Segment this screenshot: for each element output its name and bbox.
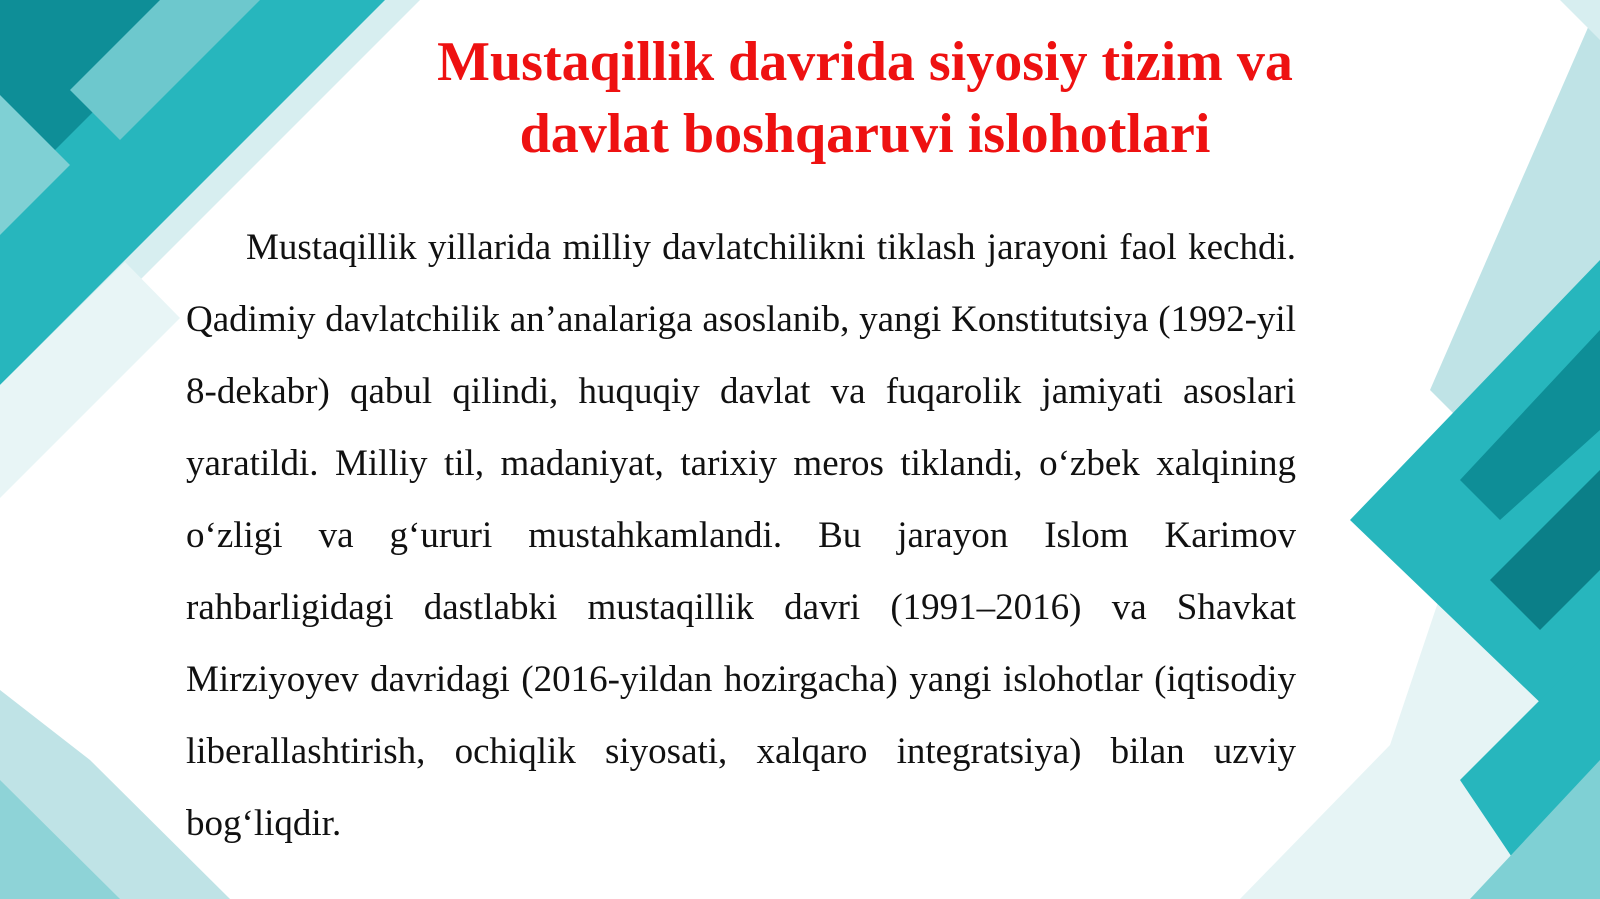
title-line-1: Mustaqillik davrida siyosiy tizim va	[437, 31, 1293, 93]
body-paragraph: Mustaqillik yillarida milliy davlatchilikni tiklash jarayoni faol kechdi. Qadimiy davlatchilik an’analariga asoslanib, yangi Konstitutsiya (1992-yil 8-dekabr) qabul qilindi, huquqiy davlat va fuqarolik jamiyati asoslari yaratildi. Milliy til, madaniyat, tarixiy meros tiklandi, o‘zbek xalqining o‘zligi va g‘ururi mustahkamlandi. Bu jarayon Islom Karimov rahbarligidagi dastlabki mustaqillik davri (1991–2016) va Shavkat Mirziyoyev davridagi (2016-yildan hozirgacha) yangi islohotlar (iqtisodiy liberallashtirish, ochiqlik siyosati, xalqaro integratsiya) bilan uzviy bog‘liqdir.	[186, 227, 1296, 844]
slide-title	[330, 26, 1400, 170]
title-line-2: davlat boshqaruvi islohotlari	[519, 103, 1211, 165]
right-top-pale	[1560, 0, 1600, 40]
